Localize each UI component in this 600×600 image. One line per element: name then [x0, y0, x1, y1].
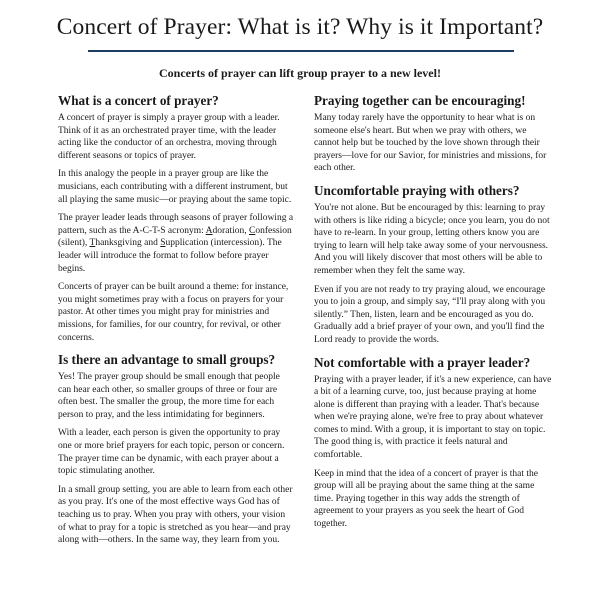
paragraph: You're not alone. But be encouraged by this: learning to pray with others is like riding a bicycle; once you learn, you do not have to re-learn. In your group, letting others know you are trying to learn will help take away some of your nervousness. And you will likely discover that most others will be able to remember when they felt the same way.: [314, 202, 550, 276]
paragraph: Concerts of prayer can be built around a theme: for instance, you might sometimes pray with a focus on prayers for your pastor. At other times you might pray for ministries and missions, for families, for our country, for revival, or other concerns.: [58, 282, 289, 343]
page-title: Concert of Prayer: What is it? Why is it Important?: [56, 14, 544, 40]
acts-initial: A: [205, 225, 213, 236]
paragraph: Yes! The prayer group should be small enough that people can hear each other, so smaller groups of three or four are often best. The smaller the group, the more time for each person to pray, and the less intimidating for beginners.: [58, 372, 280, 420]
acts-paragraph: [58, 212, 294, 275]
paragraph: A concert of prayer is simply a prayer group with a leader. Think of it as an orchestrated prayer time, with the leader acting like the conductor of an orchestra, moving through different seasons or topics of prayer.: [58, 113, 280, 161]
section-uncomfortable: [314, 183, 554, 347]
acts-word: doration,: [212, 225, 249, 236]
section-encouraging: [314, 93, 554, 175]
tagline: Concerts of prayer can lift group prayer to a new level!: [159, 66, 441, 80]
acts-initial: S: [160, 238, 166, 249]
acts-initial: C: [248, 225, 256, 236]
paragraph: In a small group setting, you are able to learn from each other as you pray. It's one of the most effective ways God has of teaching us to pray. When you pray with others, your vision of what to pray for a topic is stretched as you hear—and pray along with—others. In the same way, they learn from you.: [58, 484, 293, 546]
acts-word: onfession (silent),: [58, 225, 292, 249]
paragraph: Praying with a prayer leader, if it's a new experience, can have a bit of a learning curve, too, just because praying at home alone is different than praying with a leader. That's because when we're praying alone, we're free to pray about whatever comes to mind. With a group, it is important to stay on topic. The good thing is, with practice it feels natural and comfortable.: [314, 374, 552, 461]
section-heading: Uncomfortable praying with others?: [314, 182, 520, 198]
paragraph: Even if you are not ready to try praying aloud, we encourage you to join a group, and simply say, “I'll pray along with you silently.” Then, listen, learn and be encouraged as you do. Gradually add a brief prayer of your own, and you'll find the Lord ready to provide the words.: [314, 284, 546, 345]
paragraph: Keep in mind that the idea of a concert of prayer is that the group will all be praying about the same thing at the same time. Praying together in this way adds the strength of agreement to your prayers as you seek the heart of God together.: [314, 468, 538, 530]
section-heading: What is a concert of prayer?: [58, 93, 219, 108]
acts-word: upplication (intercession).: [165, 238, 265, 249]
title-divider: [88, 50, 514, 52]
section-heading: Is there an advantage to small groups?: [58, 352, 276, 368]
acts-initial: T: [89, 238, 96, 249]
paragraph: With a leader, each person is given the opportunity to pray one or more brief prayers for each topic, person or concern. The prayer time can be dynamic, with each prayer about a topic stimulating another.: [58, 428, 285, 477]
right-column: [314, 93, 554, 531]
section-heading: Not comfortable with a prayer leader?: [314, 354, 531, 370]
left-column: [58, 93, 294, 547]
paragraph: In this analogy the people in a prayer group are like the musicians, each contributing with a different instrument, but all playing the same music—or praying about the same topic.: [58, 169, 292, 205]
section-what-is: [58, 93, 294, 344]
section-heading: Praying together can be encouraging!: [314, 93, 526, 108]
section-prayer-leader: [314, 355, 554, 531]
acts-word: hanksgiving and: [95, 238, 161, 249]
acts-intro: The prayer leader leads through seasons of prayer following a pattern, such as the A-C-T-S acronym:: [58, 213, 294, 236]
section-small-groups: [58, 352, 294, 547]
acts-end: The leader will introduce the format to follow before prayer begins.: [58, 238, 282, 274]
paragraph: Many today rarely have the opportunity to hear what is on someone else's heart. But when we pray with others, we cannot help but be touched by the love shown through their prayers—love for our Savior, for ministries and missions, for each other.: [314, 113, 547, 174]
